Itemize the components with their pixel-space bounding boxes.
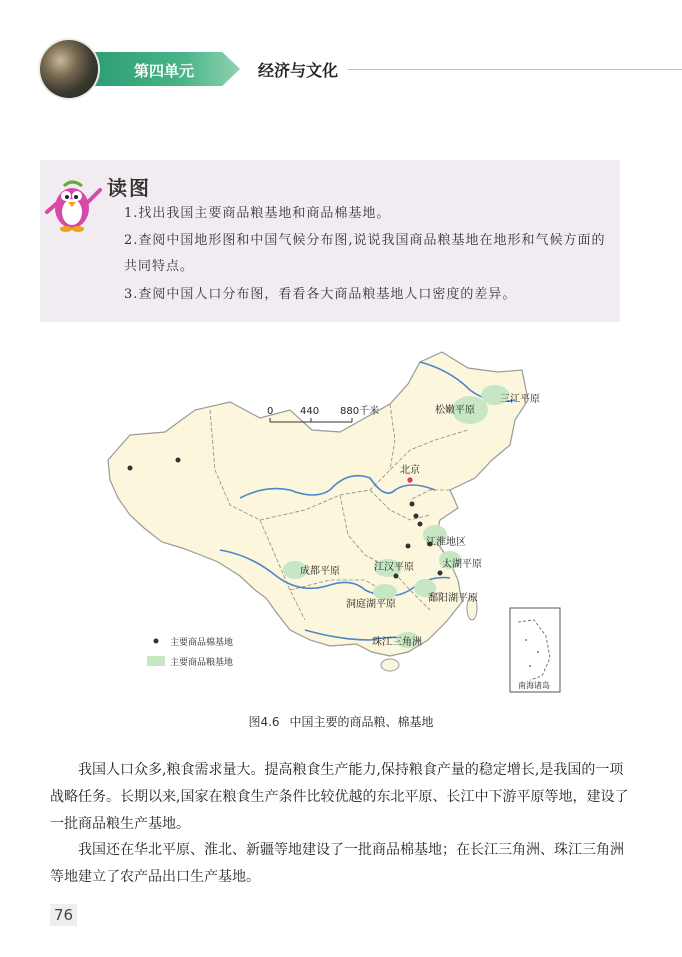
reading-title: 读图 (107, 176, 151, 200)
cotton-marker (176, 458, 181, 463)
cotton-marker (414, 514, 419, 519)
legend-grain-swatch (147, 656, 165, 666)
scale-end: 880千米 (340, 406, 380, 417)
caption-text: 中国主要的商品粮、棉基地 (289, 715, 434, 729)
label-beijing: 北京 (400, 465, 420, 476)
question-3: 3.查阅中国人口分布图，看看各大商品粮基地人口密度的差异。 (124, 287, 517, 302)
cotton-marker (128, 466, 133, 471)
beijing-marker (407, 477, 413, 483)
header-divider (348, 69, 682, 70)
map-caption (0, 713, 682, 730)
cotton-marker (394, 574, 399, 579)
label-zhujiang: 珠江三角洲 (372, 637, 422, 648)
page-number: 76 (50, 904, 77, 926)
cotton-marker (406, 544, 411, 549)
label-jianghuai: 江淮地区 (426, 537, 466, 548)
label-jianghan: 江汉平原 (374, 562, 414, 573)
penguin-mascot-icon (44, 172, 104, 234)
caption-number: 图4.6 (248, 715, 280, 729)
china-grain-cotton-map (90, 340, 580, 710)
legend-cotton-label: 主要商品棉基地 (170, 638, 234, 648)
cotton-marker (410, 502, 415, 507)
body-paragraph-1: 我国人口众多,粮食需求量大。提高粮食生产能力,保持粮食产量的稳定增长,是我国的一项战略任务。长期以来,国家在粮食生产条件比较优越的东北平原、长江中下游平原等地，建设了一批商品粮生产基地。 (50, 762, 629, 832)
map-legend (147, 636, 233, 668)
label-poyang: 鄱阳湖平原 (428, 593, 478, 604)
cotton-marker (438, 571, 443, 576)
label-nanhai: 南海诸岛 (518, 681, 550, 690)
scale-mid: 440 (300, 406, 320, 417)
label-dongting: 洞庭湖平原 (346, 599, 396, 610)
unit-title: 经济与文化 (258, 61, 339, 80)
legend-cotton-marker (154, 639, 159, 644)
legend-grain-label: 主要商品粮基地 (170, 658, 234, 668)
question-1: 1.找出我国主要商品粮基地和商品棉基地。 (124, 206, 391, 221)
nanhai-inset (510, 608, 560, 692)
cotton-marker (418, 522, 423, 527)
question-2: 2.查阅中国地形图和中国气候分布图,说说我国商品粮基地在地形和气候方面的共同特点。 (124, 233, 606, 274)
unit-label: 第四单元 (134, 62, 195, 80)
body-paragraph-2: 我国还在华北平原、淮北、新疆等地建设了一批商品棉基地；在长江三角洲、珠江三角洲等地建立了农产品出口生产基地。 (50, 842, 624, 885)
label-taihu: 太湖平原 (442, 559, 482, 570)
label-songnen: 松嫩平原 (435, 405, 475, 416)
unit-header-photo (40, 40, 98, 98)
label-chengdu: 成都平原 (300, 566, 340, 577)
label-sanjiang: 三江平原 (500, 394, 540, 405)
scale-zero: 0 (267, 406, 274, 417)
